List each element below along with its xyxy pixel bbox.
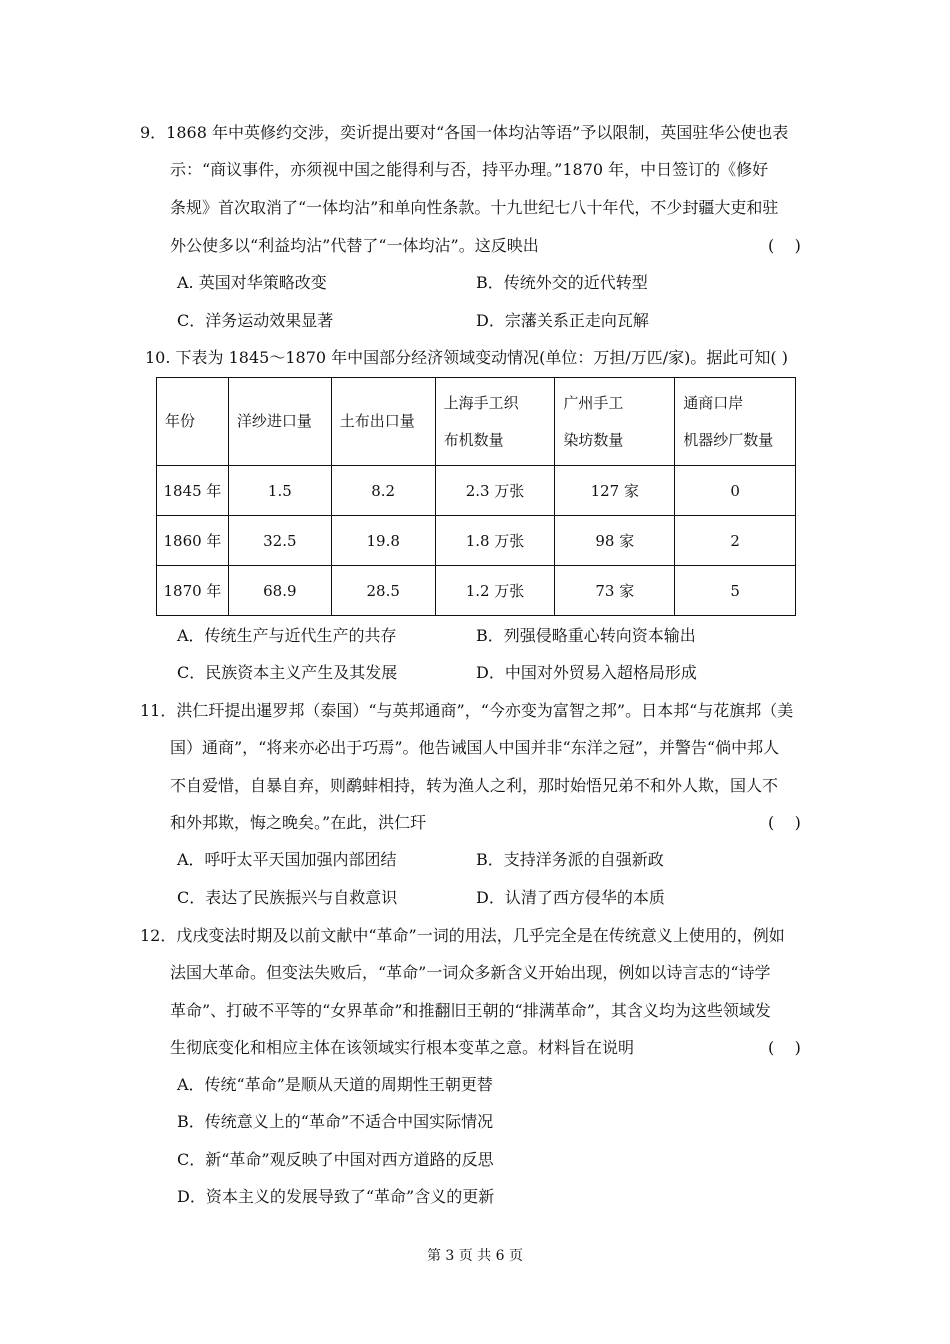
- table-cell: 32.5: [228, 516, 331, 566]
- q12-line-1: 12．戊戌变法时期及以前文献中“革命”一词的用法，几乎完全是在传统意义上使用的，例如: [140, 926, 785, 945]
- table-cell: 1.5: [228, 466, 331, 516]
- table-cell: 127 家: [555, 466, 675, 516]
- q11-line-1: 11．洪仁玕提出暹罗邦（泰国）“与英邦通商”，“今亦变为富智之邦”。日本邦“与花旗邦（美: [140, 701, 794, 720]
- table-cell: 5: [675, 566, 796, 616]
- table-cell: 28.5: [331, 566, 435, 616]
- table-cell: 98 家: [555, 516, 675, 566]
- table-cell: 1.2 万张: [435, 566, 555, 616]
- q9-line-1: 9．1868 年中英修约交涉，奕䜣提出要对“各国一体均沾等语”予以限制，英国驻华公使也表: [140, 123, 789, 142]
- table-row: [157, 516, 796, 566]
- table-header-cell: 上海手工织 布机数量: [435, 378, 555, 466]
- table-header-row: [157, 378, 796, 466]
- q11-answer-paren: ( ): [768, 813, 801, 832]
- q11-option-b: B．支持洋务派的自强新政: [476, 850, 664, 869]
- q9-option-a: A. 英国对华策略改变: [177, 273, 327, 292]
- table-cell: 2.3 万张: [435, 466, 555, 516]
- q12-option-c: C．新“革命”观反映了中国对西方道路的反思: [177, 1150, 494, 1169]
- table-cell: 1870 年: [157, 566, 229, 616]
- table-cell: 19.8: [331, 516, 435, 566]
- table-cell: 0: [675, 466, 796, 516]
- q11-option-c: C．表达了民族振兴与自救意识: [177, 888, 398, 907]
- table-row: [157, 566, 796, 616]
- q9-line-4: 外公使多以“利益均沾”代替了“一体均沾”。这反映出: [170, 236, 539, 255]
- q10-option-a: A．传统生产与近代生产的共存: [177, 626, 397, 645]
- table-cell: 1845 年: [157, 466, 229, 516]
- q10-option-b: B．列强侵略重心转向资本输出: [476, 626, 696, 645]
- q9-line-2: 示：“商议事件，亦须视中国之能得利与否，持平办理。”1870 年，中日签订的《修好: [170, 160, 769, 179]
- q12-option-d: D．资本主义的发展导致了“革命”含义的更新: [177, 1187, 495, 1206]
- q9-answer-paren: ( ): [768, 236, 801, 255]
- table-header-cell: 年份: [157, 378, 229, 466]
- q12-line-3: 革命”、打破不平等的“女界革命”和推翻旧王朝的“排满革命”，其含义均为这些领域发: [170, 1001, 771, 1020]
- economy-table: [156, 377, 796, 616]
- q10-line-1: 10. 下表为 1845～1870 年中国部分经济领域变动情况(单位：万担/万匹/家)。据此可知( ): [145, 348, 788, 367]
- q9-option-d: D．宗藩关系正走向瓦解: [476, 311, 649, 330]
- q11-option-d: D．认清了西方侵华的本质: [476, 888, 665, 907]
- q9-option-c: C．洋务运动效果显著: [177, 311, 334, 330]
- q12-line-2: 法国大革命。但变法失败后，“革命”一词众多新含义开始出现，例如以诗言志的“诗学: [170, 963, 771, 982]
- q11-line-3: 不自爱惜，自暴自弃，则鹬蚌相持，转为渔人之利，那时始悟兄弟不和外人欺，国人不: [170, 776, 779, 795]
- q12-option-a: A．传统“革命”是顺从天道的周期性王朝更替: [177, 1075, 493, 1094]
- q12-line-4: 生彻底变化和相应主体在该领域实行根本变革之意。材料旨在说明: [170, 1038, 635, 1057]
- q10-option-d: D．中国对外贸易入超格局形成: [476, 663, 697, 682]
- q11-option-a: A．呼吁太平天国加强内部团结: [177, 850, 397, 869]
- q12-option-b: B．传统意义上的“革命”不适合中国实际情况: [177, 1112, 494, 1131]
- table-header-cell: 通商口岸 机器纱厂数量: [675, 378, 796, 466]
- table-header-cell: 广州手工 染坊数量: [555, 378, 675, 466]
- table-cell: 73 家: [555, 566, 675, 616]
- table-header-cell: 土布出口量: [331, 378, 435, 466]
- page-number: 第 3 页 共 6 页: [426, 1248, 524, 1264]
- q11-line-2: 国）通商”，“将来亦必出于巧焉”。他告诫国人中国并非“东洋之冠”，并警告“倘中邦人: [170, 738, 780, 757]
- table-cell: 1.8 万张: [435, 516, 555, 566]
- q9-option-b: B．传统外交的近代转型: [476, 273, 648, 292]
- table-row: [157, 466, 796, 516]
- table-header-cell: 洋纱进口量: [228, 378, 331, 466]
- table-cell: 8.2: [331, 466, 435, 516]
- table-cell: 68.9: [228, 566, 331, 616]
- table-cell: 1860 年: [157, 516, 229, 566]
- q9-line-3: 条规》首次取消了“一体均沾”和单向性条款。十九世纪七八十年代，不少封疆大吏和驻: [170, 198, 779, 217]
- table-cell: 2: [675, 516, 796, 566]
- q10-option-c: C．民族资本主义产生及其发展: [177, 663, 398, 682]
- q11-line-4: 和外邦欺，悔之晚矣。”在此，洪仁玕: [170, 813, 427, 832]
- q12-answer-paren: ( ): [768, 1038, 801, 1057]
